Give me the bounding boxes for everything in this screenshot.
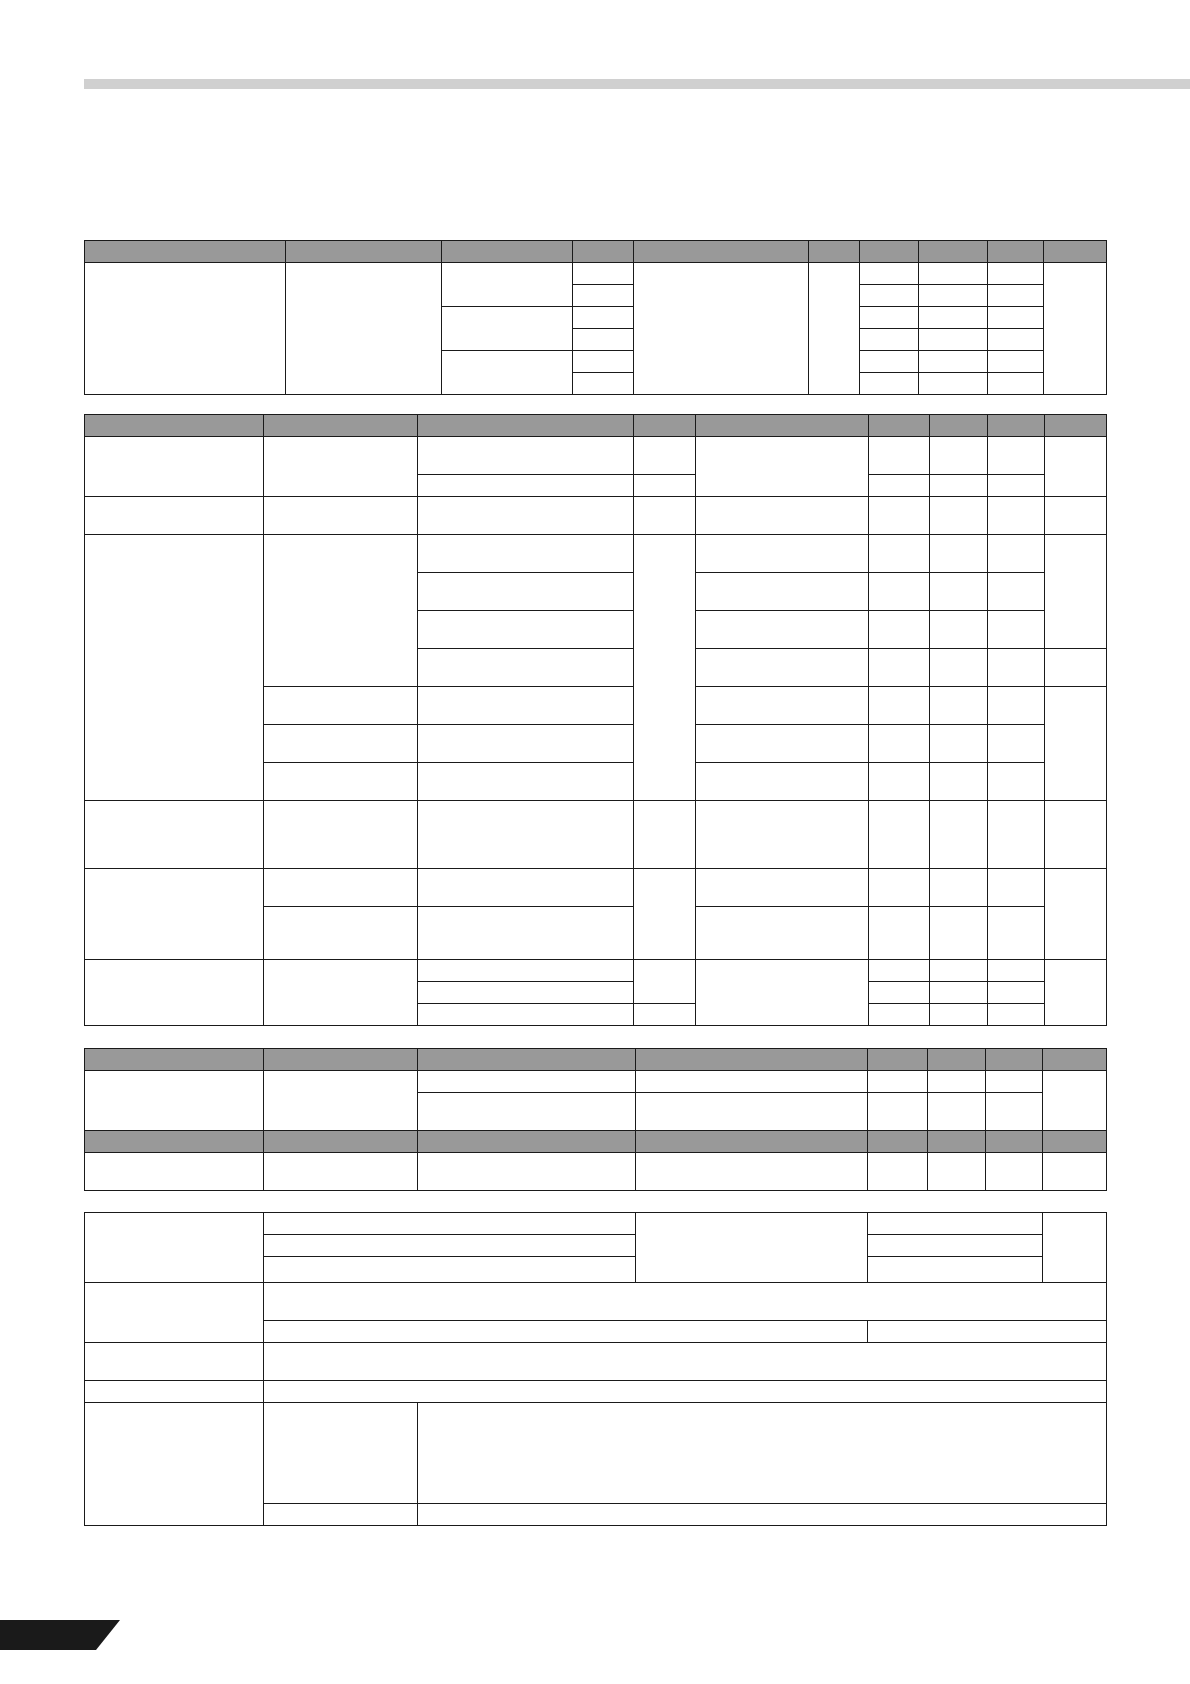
table-row [85, 1343, 1107, 1381]
page-corner-tab [0, 1620, 120, 1650]
table-1-header-row [85, 241, 1107, 263]
table-row [85, 1153, 1107, 1191]
table-row [85, 1403, 1107, 1504]
top-rule [84, 79, 1190, 89]
table-2-header-row [85, 415, 1107, 437]
table-row [85, 1381, 1107, 1403]
table-3-subheader-row [85, 1131, 1107, 1153]
table-row [85, 1283, 1107, 1321]
spec-table-2 [84, 414, 1107, 1026]
table-row [85, 801, 1107, 869]
spec-table-3 [84, 1048, 1107, 1191]
spec-table-4 [84, 1212, 1107, 1526]
table-row [85, 263, 1107, 285]
table-row [85, 960, 1107, 982]
table-row [85, 437, 1107, 475]
table-row [85, 869, 1107, 907]
table-3-header-row [85, 1049, 1107, 1071]
table-row [85, 535, 1107, 573]
table-row [85, 1071, 1107, 1093]
spec-table-1 [84, 240, 1107, 395]
table-row [85, 497, 1107, 535]
table-row [85, 1213, 1107, 1235]
